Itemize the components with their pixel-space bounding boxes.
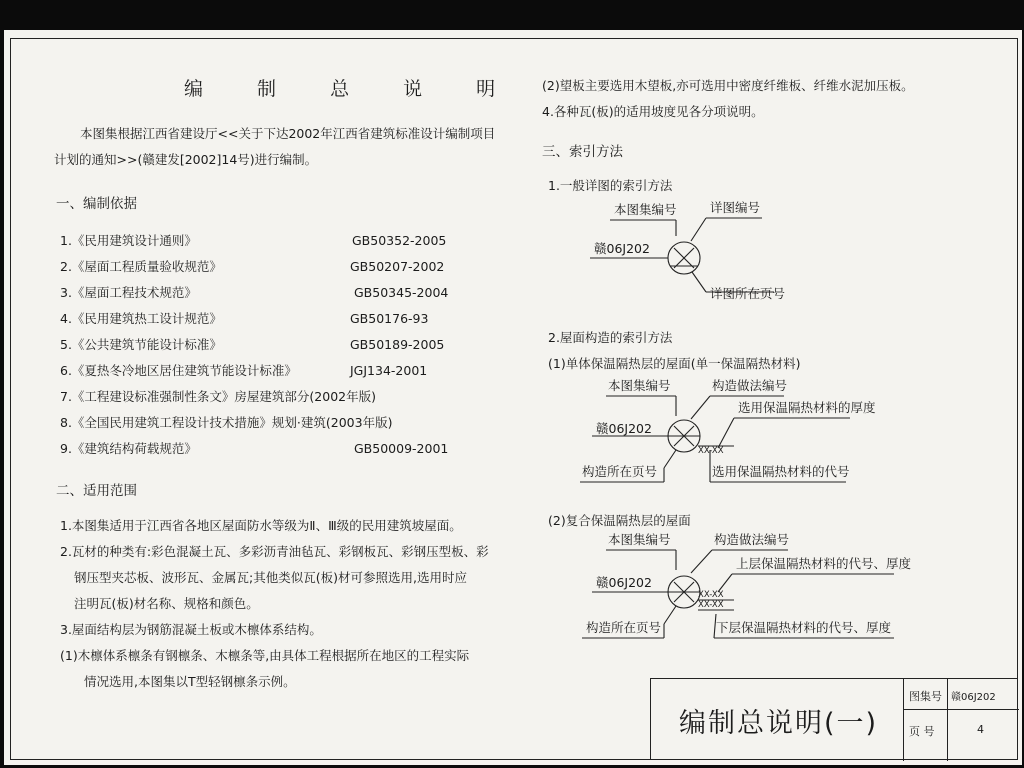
basis-item-7-name: 7.《工程建设标准强制性条文》房屋建筑部分(2002年版) [60,389,376,404]
index-sub-2a: (1)单体保温隔热层的屋面(单一保温隔热材料) [548,356,801,371]
basis-item-5-code: GB50189-2005 [350,337,445,352]
atlas-no: 赣06J202 [951,692,996,703]
basis-item-6-code: JGJ134-2001 [350,363,428,378]
scope-line-4: 注明瓦(板)材名称、规格和颜色。 [74,596,259,611]
d2-atlas-label: 本图集编号 [608,378,671,393]
d2-code-label: 选用保温隔热材料的代号 [712,464,850,479]
basis-item-9-name: 9.《建筑结构荷载规范》 [60,441,197,456]
d1-atlas-label: 本图集编号 [614,202,677,217]
basis-item-3-code: GB50345-2004 [354,285,449,300]
intro-line-2: 计划的通知>>(赣建发[2002]14号)进行编制。 [54,152,318,167]
d2-xx: XX-XX [698,446,724,456]
scope-line-5: 3.屋面结构层为钢筋混凝土板或木檩体系结构。 [60,622,322,637]
page-no-label: 页 号 [909,725,935,738]
right-line-2: 4.各种瓦(板)的适用坡度见各分项说明。 [542,104,764,119]
basis-item-5-name: 5.《公共建筑节能设计标准》 [60,337,222,352]
title-block [650,678,1018,760]
atlas-no-label: 图集号 [909,690,942,703]
d2-construct-label: 构造做法编号 [712,378,788,393]
d1-atlas-code: 赣06J202 [594,241,650,256]
d3-construct-label: 构造做法编号 [714,532,790,547]
basis-item-2-code: GB50207-2002 [350,259,445,274]
d2-atlas-code: 赣06J202 [596,421,652,436]
basis-item-9-code: GB50009-2001 [354,441,449,456]
d2-page-label: 构造所在页号 [582,464,658,479]
index-sub-2: 2.屋面构造的索引方法 [548,330,673,345]
intro-line-1: 本图集根据江西省建设厅<<关于下达2002年江西省建筑标准设计编制项目 [80,126,496,141]
basis-heading: 一、编制依据 [56,196,137,212]
drawing-sheet [4,30,1022,765]
page-no: 4 [977,723,984,736]
basis-item-4-name: 4.《民用建筑热工设计规范》 [60,311,222,326]
scope-line-1: 1.本图集适用于江西省各地区屋面防水等级为Ⅱ、Ⅲ级的民用建筑坡屋面。 [60,518,462,533]
d1-detail-label: 详图编号 [710,200,761,215]
d3-lower-label: 下层保温隔热材料的代号、厚度 [716,620,892,635]
basis-item-1-name: 1.《民用建筑设计通则》 [60,233,197,248]
index-diagrams [4,30,1022,765]
d3-upper-label: 上层保温隔热材料的代号、厚度 [736,556,912,571]
d3-atlas-code: 赣06J202 [596,575,652,590]
d3-xx-1: XX-XX [698,590,724,600]
right-line-1: (2)望板主要选用木望板,亦可选用中密度纤维板、纤维水泥加压板。 [542,78,914,93]
basis-item-8-name: 8.《全国民用建筑工程设计技术措施》规划·建筑(2003年版) [60,415,393,430]
scope-heading: 二、适用范围 [56,483,137,499]
d2-thickness-label: 选用保温隔热材料的厚度 [738,400,876,415]
basis-item-6-name: 6.《夏热冬冷地区居住建筑节能设计标准》 [60,363,297,378]
d3-page-label: 构造所在页号 [586,620,662,635]
scope-line-2: 2.瓦材的种类有:彩色混凝土瓦、多彩沥青油毡瓦、彩钢板瓦、彩钢压型板、彩 [60,544,489,559]
index-sub-2b: (2)复合保温隔热层的屋面 [548,513,691,528]
index-heading: 三、索引方法 [542,144,623,160]
index-sub-1: 1.一般详图的索引方法 [548,178,673,193]
d3-atlas-label: 本图集编号 [608,532,671,547]
basis-item-1-code: GB50352-2005 [352,233,447,248]
d1-page-label: 详图所在页号 [710,286,786,301]
basis-item-3-name: 3.《屋面工程技术规范》 [60,285,197,300]
basis-item-2-name: 2.《屋面工程质量验收规范》 [60,259,222,274]
d3-xx-2: XX-XX [698,600,724,610]
basis-item-4-code: GB50176-93 [350,311,429,326]
scope-line-3: 钢压型夹芯板、波形瓦、金属瓦;其他类似瓦(板)材可参照选用,选用时应 [74,570,467,585]
page-title: 编 制 总 说 明 [184,78,520,100]
scope-line-6: (1)木檩体系檩条有钢檩条、木檩条等,由具体工程根据所在地区的工程实际 [60,648,470,663]
sheet-name: 编制总说明(一) [679,708,879,739]
scope-line-7: 情况选用,本图集以T型轻钢檩条示例。 [84,674,296,689]
